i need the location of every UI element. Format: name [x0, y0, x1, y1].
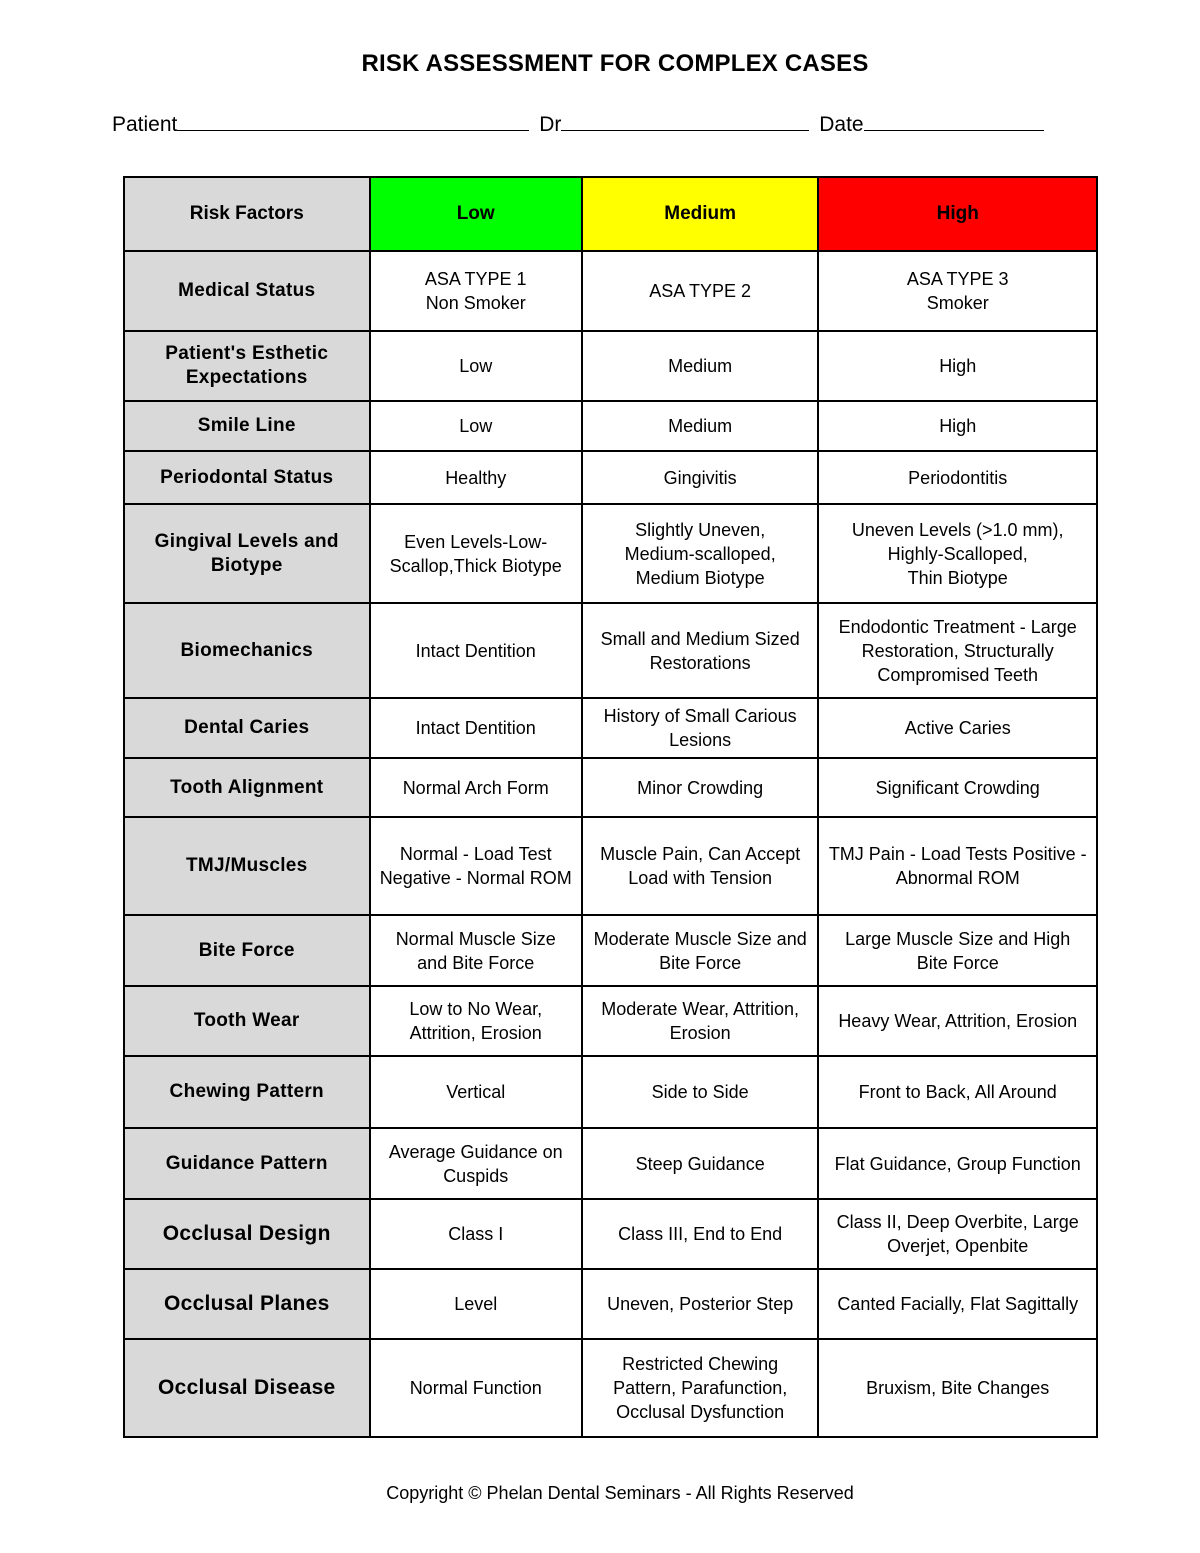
patient-label: Patient	[112, 113, 178, 136]
risk-factor-cell: Periodontal Status	[124, 451, 370, 504]
table-row	[124, 401, 1097, 451]
header-risk-factors: Risk Factors	[124, 177, 370, 251]
table-row	[124, 1339, 1097, 1437]
dr-field[interactable]	[561, 108, 809, 131]
low-risk-cell: Low to No Wear, Attrition, Erosion	[370, 986, 582, 1056]
low-risk-cell: Average Guidance on Cuspids	[370, 1128, 582, 1199]
date-field[interactable]	[864, 108, 1044, 131]
low-risk-cell: Low	[370, 401, 582, 451]
table-row	[124, 817, 1097, 915]
dr-label: Dr	[539, 113, 562, 136]
medium-risk-cell: Side to Side	[582, 1056, 818, 1128]
risk-factor-cell: Biomechanics	[124, 603, 370, 698]
medium-risk-cell: Slightly Uneven, Medium-scalloped, Medium Biotype	[582, 504, 818, 603]
high-risk-cell: TMJ Pain - Load Tests Positive - Abnormal ROM	[818, 817, 1097, 915]
table-row	[124, 504, 1097, 603]
date-label: Date	[819, 113, 864, 136]
high-risk-cell: Heavy Wear, Attrition, Erosion	[818, 986, 1097, 1056]
risk-factor-cell: Gingival Levels and Biotype	[124, 504, 370, 603]
risk-factor-cell: Tooth Wear	[124, 986, 370, 1056]
header-high: High	[818, 177, 1097, 251]
table-row	[124, 915, 1097, 986]
medium-risk-cell: Moderate Muscle Size and Bite Force	[582, 915, 818, 986]
low-risk-cell: Vertical	[370, 1056, 582, 1128]
high-risk-cell: Flat Guidance, Group Function	[818, 1128, 1097, 1199]
medium-risk-cell: Muscle Pain, Can Accept Load with Tension	[582, 817, 818, 915]
risk-factor-cell: TMJ/Muscles	[124, 817, 370, 915]
high-risk-cell: Endodontic Treatment - Large Restoration, Structurally Compromised Teeth	[818, 603, 1097, 698]
risk-factor-cell: Patient's Esthetic Expectations	[124, 331, 370, 401]
high-risk-cell: Active Caries	[818, 698, 1097, 758]
risk-factor-cell: Tooth Alignment	[124, 758, 370, 817]
risk-factor-cell: Dental Caries	[124, 698, 370, 758]
low-risk-cell: Healthy	[370, 451, 582, 504]
low-risk-cell: Normal - Load Test Negative - Normal ROM	[370, 817, 582, 915]
medium-risk-cell: History of Small Carious Lesions	[582, 698, 818, 758]
low-risk-cell: Class I	[370, 1199, 582, 1269]
high-risk-cell: High	[818, 331, 1097, 401]
risk-assessment-table	[123, 176, 1098, 1438]
risk-factor-cell: Bite Force	[124, 915, 370, 986]
table-row	[124, 1128, 1097, 1199]
patient-field[interactable]	[177, 108, 529, 131]
high-risk-cell: Periodontitis	[818, 451, 1097, 504]
medium-risk-cell: Minor Crowding	[582, 758, 818, 817]
medium-risk-cell: Small and Medium Sized Restorations	[582, 603, 818, 698]
medium-risk-cell: Class III, End to End	[582, 1199, 818, 1269]
high-risk-cell: High	[818, 401, 1097, 451]
page-title: RISK ASSESSMENT FOR COMPLEX CASES	[361, 50, 869, 77]
header-low: Low	[370, 177, 582, 251]
low-risk-cell: Normal Arch Form	[370, 758, 582, 817]
table-row	[124, 331, 1097, 401]
high-risk-cell: Class II, Deep Overbite, Large Overjet, Openbite	[818, 1199, 1097, 1269]
medium-risk-cell: Steep Guidance	[582, 1128, 818, 1199]
table-row	[124, 758, 1097, 817]
risk-factor-cell: Chewing Pattern	[124, 1056, 370, 1128]
low-risk-cell: Intact Dentition	[370, 698, 582, 758]
low-risk-cell: Even Levels-Low-Scallop,Thick Biotype	[370, 504, 582, 603]
medium-risk-cell: Restricted Chewing Pattern, Parafunction, Occlusal Dysfunction	[582, 1339, 818, 1437]
high-risk-cell: Front to Back, All Around	[818, 1056, 1097, 1128]
risk-factor-cell: Medical Status	[124, 251, 370, 331]
copyright-notice: Copyright © Phelan Dental Seminars - All Rights Reserved	[386, 1483, 854, 1503]
low-risk-cell: ASA TYPE 1 Non Smoker	[370, 251, 582, 331]
risk-factor-cell: Occlusal Disease	[124, 1339, 370, 1437]
medium-risk-cell: Uneven, Posterior Step	[582, 1269, 818, 1339]
low-risk-cell: Normal Function	[370, 1339, 582, 1437]
risk-factor-cell: Occlusal Planes	[124, 1269, 370, 1339]
table-row	[124, 1199, 1097, 1269]
low-risk-cell: Low	[370, 331, 582, 401]
low-risk-cell: Level	[370, 1269, 582, 1339]
table-row	[124, 698, 1097, 758]
table-row	[124, 451, 1097, 504]
high-risk-cell: ASA TYPE 3 Smoker	[818, 251, 1097, 331]
risk-factor-cell: Smile Line	[124, 401, 370, 451]
table-row	[124, 1269, 1097, 1339]
table-row	[124, 251, 1097, 331]
high-risk-cell: Significant Crowding	[818, 758, 1097, 817]
medium-risk-cell: Gingivitis	[582, 451, 818, 504]
high-risk-cell: Uneven Levels (>1.0 mm), Highly-Scalloped, Thin Biotype	[818, 504, 1097, 603]
table-row	[124, 986, 1097, 1056]
risk-factor-cell: Guidance Pattern	[124, 1128, 370, 1199]
low-risk-cell: Intact Dentition	[370, 603, 582, 698]
medium-risk-cell: Moderate Wear, Attrition, Erosion	[582, 986, 818, 1056]
high-risk-cell: Bruxism, Bite Changes	[818, 1339, 1097, 1437]
patient-info-fields	[112, 108, 1112, 137]
table-body	[124, 251, 1097, 1437]
low-risk-cell: Normal Muscle Size and Bite Force	[370, 915, 582, 986]
risk-factor-cell: Occlusal Design	[124, 1199, 370, 1269]
high-risk-cell: Canted Facially, Flat Sagittally	[818, 1269, 1097, 1339]
medium-risk-cell: ASA TYPE 2	[582, 251, 818, 331]
high-risk-cell: Large Muscle Size and High Bite Force	[818, 915, 1097, 986]
medium-risk-cell: Medium	[582, 331, 818, 401]
table-row	[124, 1056, 1097, 1128]
header-medium: Medium	[582, 177, 818, 251]
table-header-row	[124, 177, 1097, 251]
medium-risk-cell: Medium	[582, 401, 818, 451]
table-row	[124, 603, 1097, 698]
